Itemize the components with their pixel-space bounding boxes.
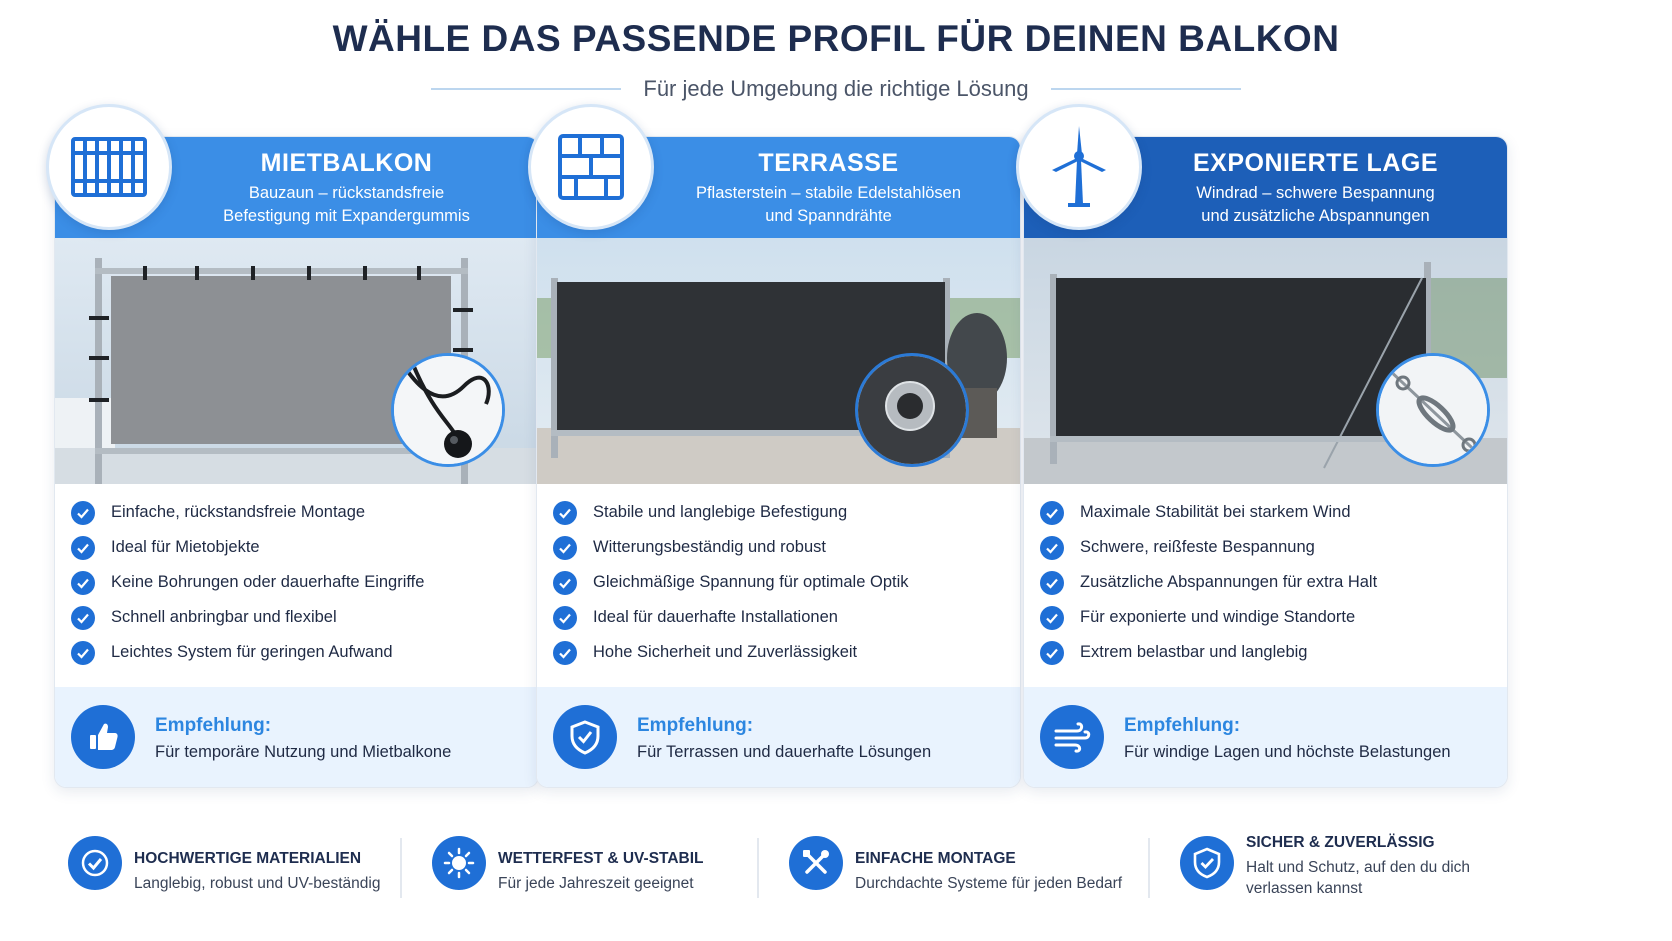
feature-text: Extrem belastbar und langlebig (1080, 643, 1308, 661)
profile-card-exponierte-lage (1023, 136, 1508, 788)
checkmark-icon (71, 501, 95, 525)
list-item (553, 530, 1010, 565)
recommendation-box (537, 687, 1020, 787)
feature-safety (1180, 826, 1486, 899)
checkmark-icon (1040, 571, 1064, 595)
checkmark-icon (553, 606, 577, 630)
checkmark-icon (71, 536, 95, 560)
feature-text: Ideal für dauerhafte Installationen (593, 608, 838, 626)
list-item (71, 635, 528, 670)
profile-card-mietbalkon (54, 136, 539, 788)
feature-text: Langlebig, robust und UV-beständig (134, 875, 381, 892)
list-item (1040, 600, 1497, 635)
list-item (553, 495, 1010, 530)
feature-separator (1148, 838, 1150, 898)
feature-weatherproof (432, 836, 704, 894)
checkmark-icon (71, 641, 95, 665)
recommendation-label: Empfehlung: (637, 715, 754, 736)
expander-cord-detail (391, 353, 505, 467)
list-item (71, 530, 528, 565)
recommendation-box (1024, 687, 1507, 787)
tools-icon (789, 836, 843, 890)
feature-text: Hohe Sicherheit und Zuverlässigkeit (593, 643, 858, 661)
list-item (553, 600, 1010, 635)
list-item (553, 635, 1010, 670)
page-subtitle: Für jede Umgebung die richtige Lösung (643, 76, 1029, 101)
checkmark-icon (1040, 641, 1064, 665)
feature-separator (400, 838, 402, 898)
feature-list (1040, 495, 1497, 670)
checkmark-icon (553, 501, 577, 525)
thumbs-up-icon (71, 705, 135, 769)
recommendation-box (55, 687, 538, 787)
check-badge-icon (68, 836, 122, 890)
feature-text: Ideal für Mietobjekte (111, 538, 260, 556)
feature-text: Schnell anbringbar und flexibel (111, 608, 337, 626)
paving-stone-icon (528, 104, 654, 230)
list-item (71, 495, 528, 530)
feature-text: Schwere, reißfeste Bespannung (1080, 538, 1315, 556)
list-item (1040, 530, 1497, 565)
checkmark-icon (71, 571, 95, 595)
card-description-line2: und Spanndrähte (765, 207, 892, 225)
card-description-line2: Befestigung mit Expandergummis (223, 207, 470, 225)
sun-icon (432, 836, 486, 890)
checkmark-icon (553, 536, 577, 560)
card-description-line2: und zusätzliche Abspannungen (1201, 207, 1430, 225)
feature-title: EINFACHE MONTAGE (855, 850, 1016, 867)
feature-text: Gleichmäßige Spannung für optimale Optik (593, 573, 909, 591)
list-item (1040, 635, 1497, 670)
card-title: EXPONIERTE LAGE (1192, 149, 1439, 177)
feature-text: Stabile und langlebige Befestigung (593, 503, 848, 521)
recommendation-text: Für temporäre Nutzung und Mietbalkone (155, 743, 452, 761)
card-description-line1: Pflasterstein – stabile Edelstahlösen (695, 184, 962, 202)
grommet-detail (855, 353, 969, 467)
checkmark-icon (553, 571, 577, 595)
feature-separator (757, 838, 759, 898)
feature-text: Halt und Schutz, auf den du dich verlassen kannst (1246, 859, 1471, 897)
card-title: TERRASSE (758, 149, 899, 177)
checkmark-icon (553, 641, 577, 665)
checkmark-icon (1040, 536, 1064, 560)
feature-text: Einfache, rückstandsfreie Montage (111, 503, 366, 521)
wind-icon (1040, 705, 1104, 769)
feature-text: Für exponierte und windige Standorte (1080, 608, 1356, 626)
list-item (553, 565, 1010, 600)
recommendation-label: Empfehlung: (155, 715, 272, 736)
feature-title: SICHER & ZUVERLÄSSIG (1246, 834, 1435, 851)
divider-right (1051, 88, 1241, 90)
subtitle-row (0, 76, 1672, 102)
list-item (1040, 565, 1497, 600)
feature-text: Maximale Stabilität bei starkem Wind (1080, 503, 1351, 521)
feature-text: Keine Bohrungen oder dauerhafte Eingriffe (111, 573, 425, 591)
page-title: WÄHLE DAS PASSENDE PROFIL FÜR DEINEN BALKON (332, 18, 1340, 59)
profile-card-terrasse (536, 136, 1021, 788)
shield-icon (553, 705, 617, 769)
card-description-line1: Bauzaun – rückstandsfreie (248, 184, 445, 202)
feature-text: Zusätzliche Abspannungen für extra Halt (1080, 573, 1378, 591)
shield-check-icon (1180, 836, 1234, 890)
list-item (1040, 495, 1497, 530)
feature-list (553, 495, 1010, 670)
card-title: MIETBALKON (260, 149, 433, 177)
feature-text: Durchdachte Systeme für jeden Bedarf (855, 875, 1123, 892)
fence-icon (46, 104, 172, 230)
feature-text: Leichtes System für geringen Aufwand (111, 643, 393, 661)
wind-turbine-icon (1016, 104, 1142, 230)
list-item (71, 600, 528, 635)
turnbuckle-detail (1376, 353, 1490, 467)
divider-left (431, 88, 621, 90)
feature-text: Witterungsbeständig und robust (593, 538, 826, 556)
feature-easy-mounting (789, 836, 1122, 894)
card-description-line1: Windrad – schwere Bespannung (1196, 184, 1435, 202)
checkmark-icon (71, 606, 95, 630)
recommendation-text: Für Terrassen und dauerhafte Lösungen (637, 743, 932, 761)
list-item (71, 565, 528, 600)
feature-list (71, 495, 528, 670)
feature-text: Für jede Jahreszeit geeignet (498, 875, 694, 892)
feature-materials (68, 836, 380, 894)
feature-title: WETTERFEST & UV-STABIL (498, 850, 704, 867)
checkmark-icon (1040, 501, 1064, 525)
feature-title: HOCHWERTIGE MATERIALIEN (134, 850, 362, 867)
checkmark-icon (1040, 606, 1064, 630)
recommendation-label: Empfehlung: (1124, 715, 1241, 736)
recommendation-text: Für windige Lagen und höchste Belastungen (1124, 743, 1451, 761)
